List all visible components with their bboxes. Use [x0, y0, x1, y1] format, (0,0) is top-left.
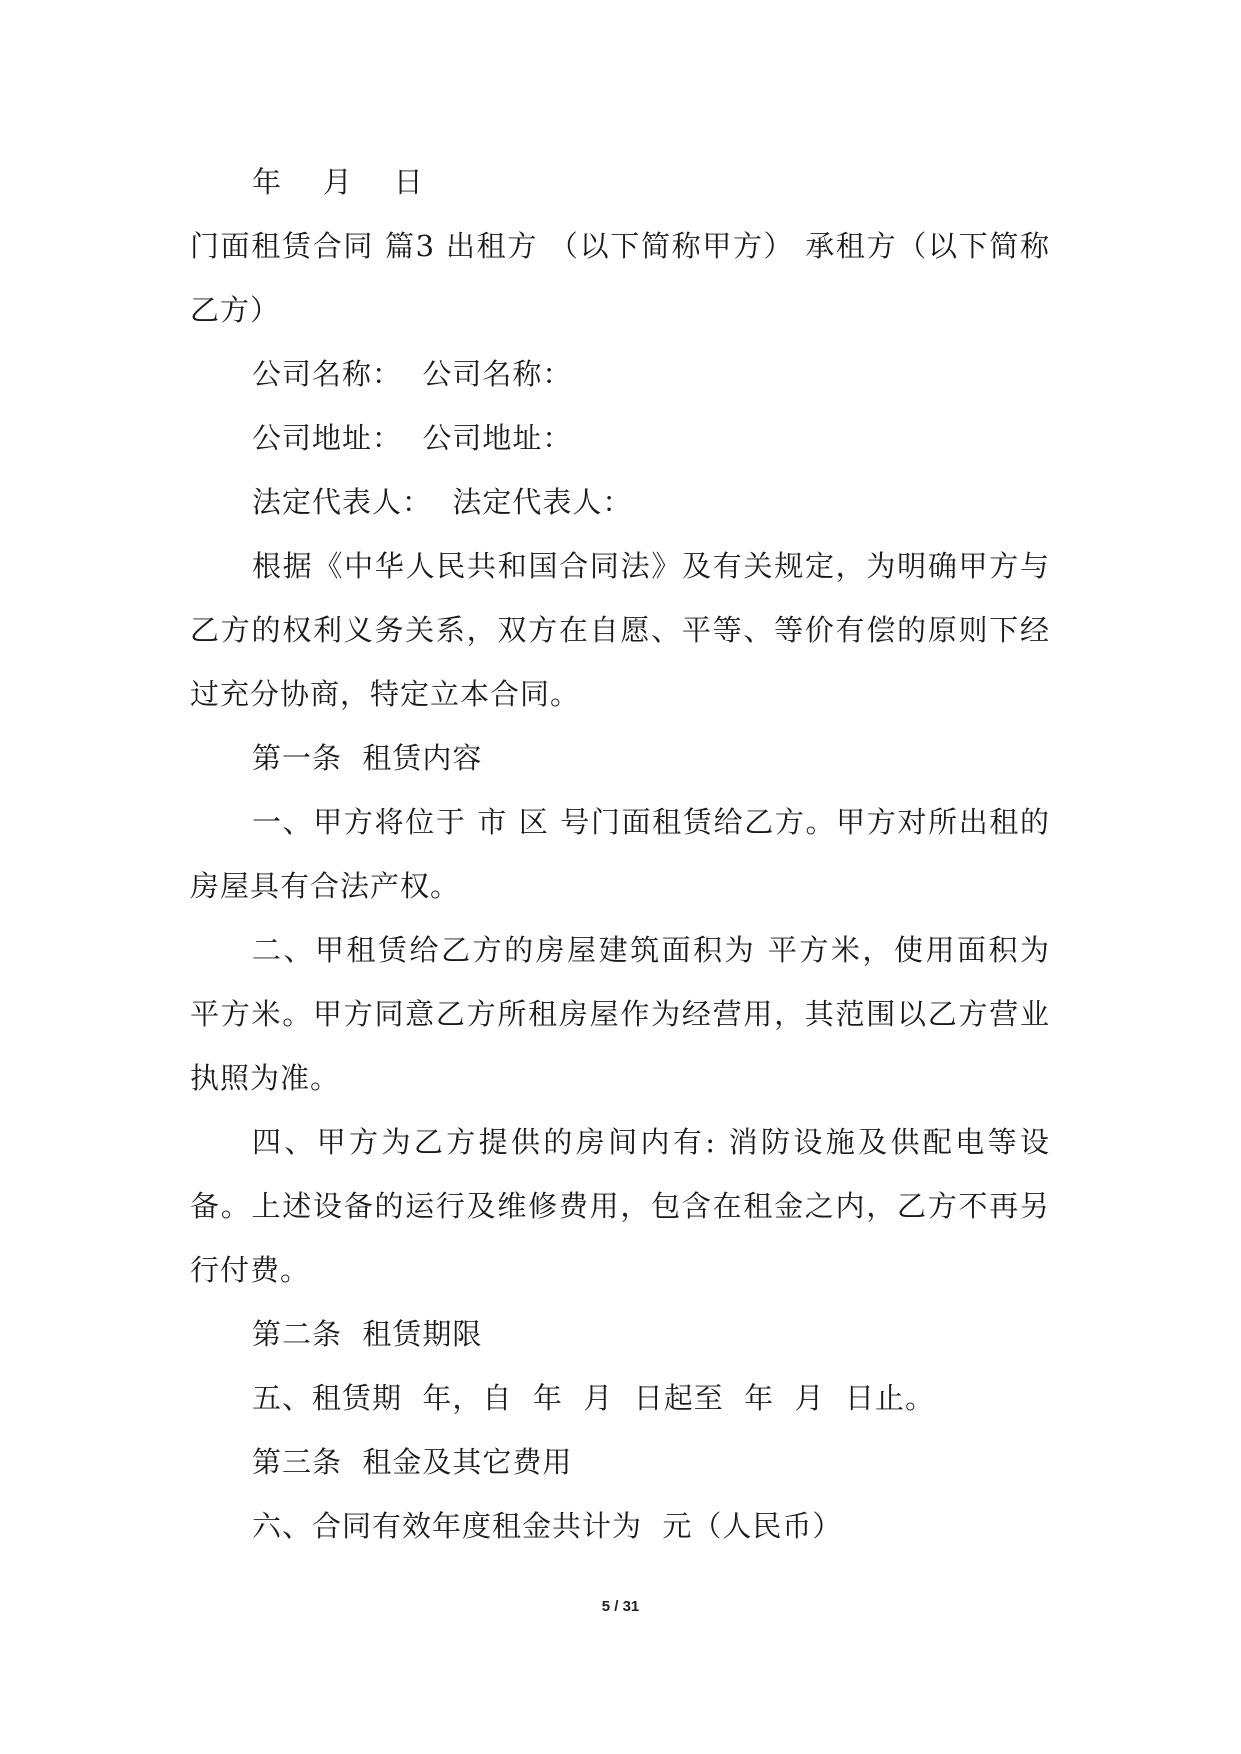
- page-number: 5 / 31: [601, 1598, 640, 1615]
- article-1-heading: 第一条 租赁内容: [252, 741, 483, 775]
- date-line: 年 月 日: [252, 165, 424, 199]
- clause-6-paragraph: 六、合同有效年度租金共计为 元（人民币）: [252, 1509, 843, 1543]
- company-name-line: 公司名称： 公司名称：: [252, 357, 573, 391]
- clause-5-paragraph: 五、租赁期 年，自 年 月 日起至 年 月 日止。: [252, 1381, 936, 1415]
- company-address-line: 公司地址： 公司地址：: [252, 421, 573, 455]
- legal-representative-line: 法定代表人： 法定代表人：: [252, 485, 633, 519]
- document-body: [190, 150, 1050, 1558]
- clause-4-paragraph: 四、甲方为乙方提供的房间内有: 消防设施及供配电等设备。上述设备的运行及维修费用，包含在租金之内，乙方不再另行付费。: [190, 1125, 1050, 1287]
- article-2-heading: 第二条 租赁期限: [252, 1317, 483, 1351]
- preamble-paragraph: 根据《中华人民共和国合同法》及有关规定，为明确甲方与乙方的权利义务关系，双方在自愿、平等、等价有偿的原则下经过充分协商，特定立本合同。: [190, 549, 1050, 711]
- contract-heading: 门面租赁合同 篇3 出租方 （以下简称甲方） 承租方（以下简称乙方）: [190, 229, 1050, 327]
- clause-2-paragraph: 二、甲租赁给乙方的房屋建筑面积为 平方米，使用面积为 平方米。甲方同意乙方所租房屋作为经营用，其范围以乙方营业执照为准。: [190, 933, 1050, 1095]
- article-3-heading: 第三条 租金及其它费用: [252, 1445, 573, 1479]
- clause-1-paragraph: 一、甲方将位于 市 区 号门面租赁给乙方。甲方对所出租的房屋具有合法产权。: [190, 805, 1050, 903]
